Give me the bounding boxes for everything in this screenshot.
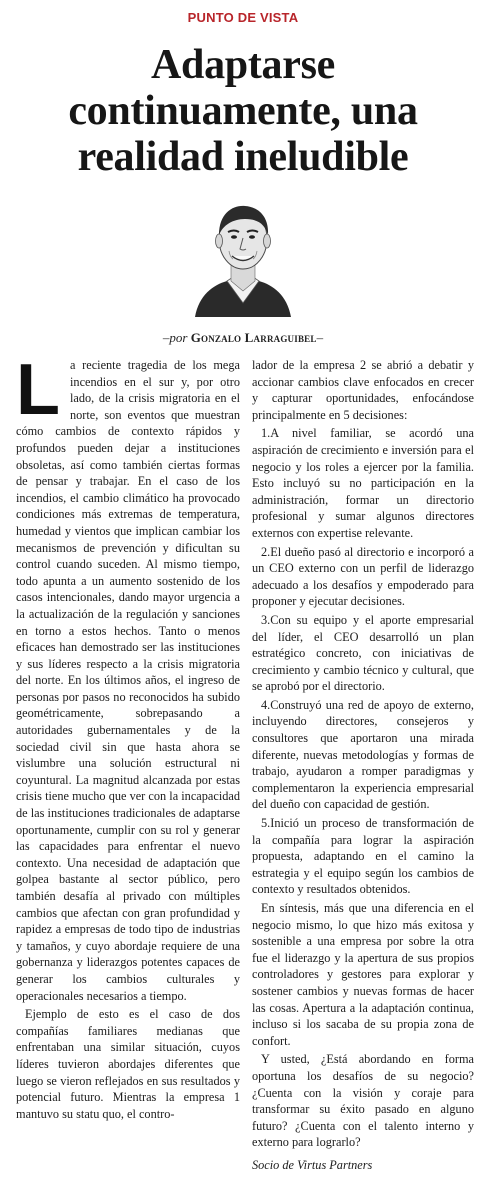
list-item: 2.El dueño pasó al directorio e incorporó a un CEO externo con un perfil de liderazgo adecuado a los desafíos y empoderado para proponer y ejecutar decisiones.: [252, 544, 474, 609]
paragraph: Ejemplo de esto es el caso de dos compañías familiares medianas que enfrentaban una similar situación, cuyos líderes tuvieron abordajes diferentes que luego se vieron reflejados en sus resultados y potencial futuro. Mientras la empresa 1 mantuvo su statu quo, el contro-: [16, 1007, 240, 1121]
paragraph: a reciente tragedia de los mega incendios en el sur y, por otro lado, de la crisis migratoria en el norte, son eventos que muestran cómo cambios de contexto rápidos y profundos pueden dejar a instituciones obsoletas, así como también ciertas formas de pensar y trabajar. En el caso de los incendios, el cambio climático ha provocado condiciones más extremas de temperatura, humedad y vientos que implican cambiar los mecanismos de prevención y dificultan su control cuando suceden. Al mismo tiempo, todo apunta a un aumento sostenido de los casos intencionales, dando mayor urgencia a la actualización de la regulación y sanciones en torno a estos hechos. Tanto o menos eficaces han demostrado ser las instituciones y sus líderes respecto a la crisis migratoria del norte. En los últimos años, el ingreso de personas por pasos no reconocidos ha subido geométricamente, sobrepasando a autoridades gubernamentales y de la sociedad civil sin que hasta ahora se vislumbre una solución estructural ni coyuntural. La magnitud alcanzada por estas crisis tiene mucho que ver con la incapacidad de las instituciones tradicionales de adaptarse oportunamente, cumplir con su rol y generar las capacidades para enfrentar el nuevo contexto. Una necesidad de adaptación que golpea bastante al sector público, pero también desafía al privado con múltiples cambios que afectan con gran profundidad y rapidez a empresas de todo tipo de industrias y tamaños, y cuyo abordaje requiere de una gobernanza y liderazgos potentes capaces de generar los cambios culturales y operacionales necesarios a tiempo.: [16, 358, 240, 1003]
byline-suffix: –: [316, 330, 324, 345]
list-item: 5.Inició un proceso de transformación de la compañía para lograr la aspiración propuesta, adaptando en el camino la estrategia y el equipo según los cambios de contexto y resultados obtenidos.: [252, 816, 474, 897]
byline: [0, 330, 486, 346]
list-item: 4.Construyó una red de apoyo de externo, incluyendo directores, consejeros y consultores que aportaron una mirada diferente, nuevas metodologías y formas de trabajo, ayudaron a romper paradigmas y complementaron la experiencia empresarial del dueño con capacidad de gestión.: [252, 697, 474, 812]
list-item: 3.Con su equipo y el aporte empresarial del líder, el CEO desarrolló un plan estratégico concreto, con iniciativas de crecimiento y cambio técnico y cultural, que se aprobó por el directorio.: [252, 612, 474, 694]
drop-cap: L: [16, 350, 60, 430]
list-item: 1.A nivel familiar, se acordó una aspiración de crecimiento e inversión para el negocio y los roles a ejercer por la familia. Esto incluyó su no participación en la administración, formar un directorio profesional y sumar algunos directores externos con expertise relevante.: [252, 426, 474, 540]
byline-prefix: –por: [162, 330, 188, 345]
article-column-left: [16, 350, 240, 1122]
author-signature: Socio de Virtus Partners: [252, 1157, 373, 1172]
author-name: Gonzalo Larraguibel: [190, 330, 317, 345]
author-portrait: [193, 195, 293, 317]
article-column-right: [252, 357, 474, 1174]
paragraph: lador de la empresa 2 se abrió a debatir y accionar cambios clave enfocados en crecer y capturar oportunidades, enfocándose principalmente en 5 decisiones:: [252, 358, 474, 422]
headline: Adaptarse continuamente, una realidad ineludible: [68, 42, 418, 180]
paragraph: Y usted, ¿Está abordando en forma oportuna los desafíos de su negocio? ¿Cuenta con la visión y coraje para transformar su éxito pasado en alguno futuro? ¿Cuenta con el talento interno y externo para lograrlo?: [252, 1052, 474, 1150]
section-label: PUNTO DE VISTA: [187, 10, 299, 25]
paragraph: En síntesis, más que una diferencia en el negocio mismo, lo que hizo más exitosa y sostenible a una empresa por sobre la otra fue el liderazgo y la apertura de sus propios controladores y gestores para explorar y sostener cambios y nuevas formas de hacer las cosas. Apertura a la adaptación continua, incluso si los sacaba de su propia zona de confort.: [252, 901, 474, 1048]
